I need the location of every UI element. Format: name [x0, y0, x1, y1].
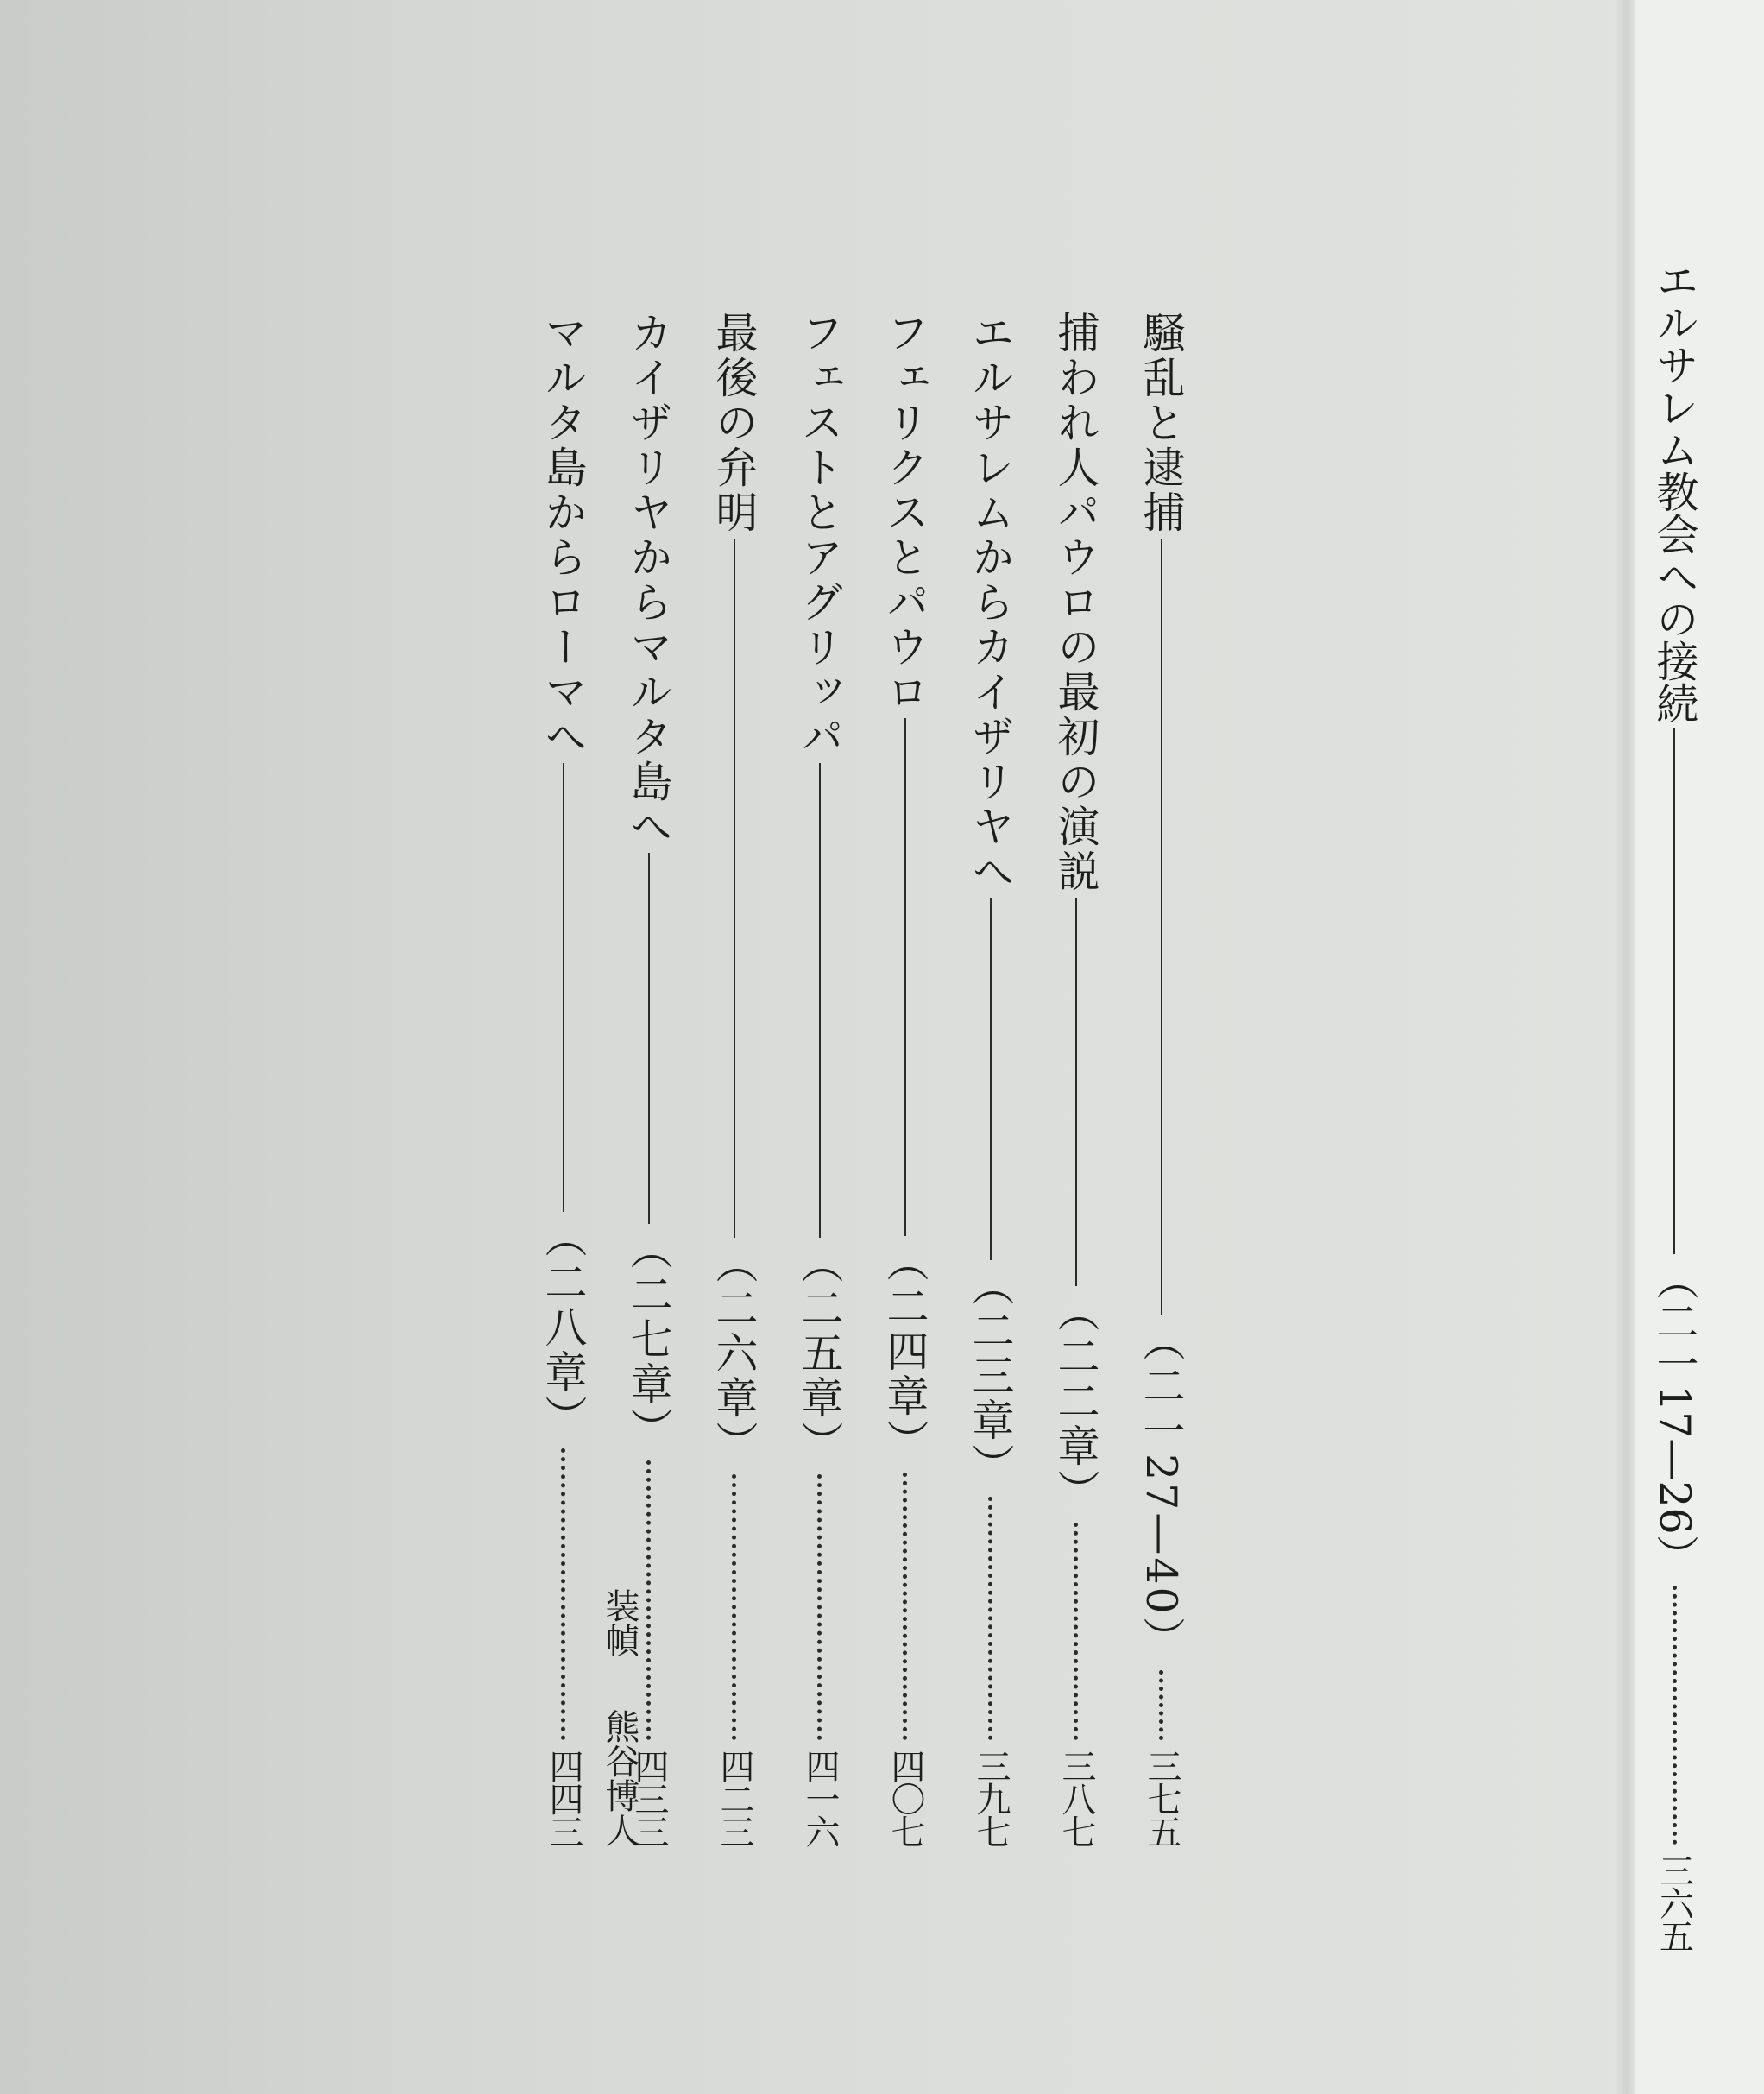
dot-leader [1673, 1586, 1677, 1845]
toc-title: エルサレム教会への接続 [1650, 259, 1699, 724]
facing-page [1635, 0, 1764, 2094]
toc-page-number: 四四三 [544, 1749, 583, 1847]
toc-entry [691, 311, 777, 1847]
toc-entry [520, 311, 606, 1847]
toc-chapter: （二六章） [709, 1241, 759, 1466]
toc-page-number: 四二三 [715, 1749, 754, 1847]
toc-entry [1033, 311, 1118, 1847]
leader-line [904, 718, 906, 1236]
toc-chapter: （二七章） [624, 1227, 673, 1452]
toc-page-number: 三七五 [1142, 1749, 1181, 1847]
dot-leader [903, 1473, 907, 1740]
toc-title: エルサレムからカイザリヤへ [966, 311, 1015, 894]
toc-entry [1118, 311, 1204, 1847]
toc-title: マルタ島からローマへ [539, 311, 588, 760]
toc-entry [1644, 259, 1704, 1985]
toc-chapter: （二一27—40） [1137, 1319, 1186, 1662]
dot-leader [1159, 1670, 1163, 1740]
leader-line [1161, 539, 1162, 1315]
toc-page-number: 四〇七 [885, 1749, 925, 1847]
leader-line [563, 763, 564, 1212]
toc-chapter: （二二章） [1051, 1290, 1100, 1514]
leader-line [1673, 728, 1675, 1254]
toc-entry [862, 311, 948, 1847]
dot-leader [1074, 1523, 1078, 1740]
dot-leader [817, 1474, 822, 1740]
toc-chapter: （二八章） [539, 1215, 588, 1440]
leader-line [648, 853, 650, 1224]
toc-chapter: （二四章） [880, 1239, 929, 1464]
dot-leader [561, 1448, 565, 1740]
leader-line [734, 539, 735, 1238]
leader-line [1075, 898, 1077, 1286]
leader-line [990, 898, 992, 1260]
toc-page-number: 三八七 [1056, 1749, 1096, 1847]
toc-page-number: 四三三 [629, 1749, 669, 1847]
toc-page-number: 三九七 [971, 1749, 1011, 1847]
toc-chapter: （二三章） [966, 1264, 1015, 1488]
toc-entry [948, 311, 1033, 1847]
dot-leader [988, 1497, 992, 1740]
toc-entry [777, 311, 862, 1847]
toc-chapter: （二一17—26） [1650, 1258, 1699, 1577]
toc-title: フェリクスとパウロ [880, 311, 929, 715]
toc-title: 騒乱と逮捕 [1137, 311, 1186, 535]
toc-title: 最後の弁明 [709, 311, 759, 535]
toc-page-number: 四一六 [800, 1749, 840, 1847]
toc-chapter: （二五章） [795, 1241, 844, 1466]
dot-leader [646, 1460, 651, 1740]
toc-title: カイザリヤからマルタ島へ [624, 311, 673, 849]
dot-leader [732, 1474, 736, 1740]
cover-design-credit [595, 1588, 645, 1847]
credit-name: 熊谷博人 [600, 1709, 639, 1847]
leader-line [819, 763, 821, 1238]
credit-label: 装幀 [600, 1588, 639, 1657]
toc-page-number: 三六五 [1654, 1852, 1694, 1952]
toc-title: 捕われ人パウロの最初の演説 [1051, 311, 1100, 894]
toc-title: フェストとアグリッパ [795, 311, 844, 760]
